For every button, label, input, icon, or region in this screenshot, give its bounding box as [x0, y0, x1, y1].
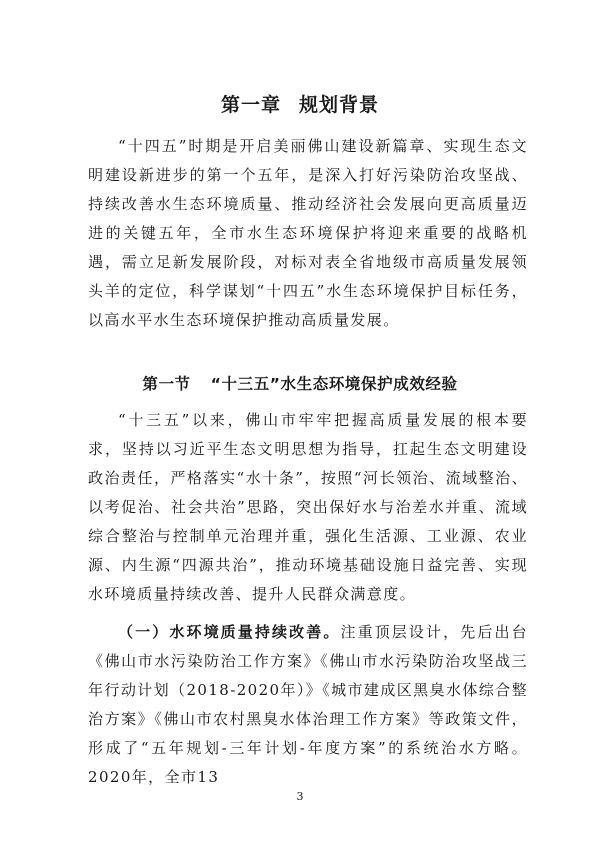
- section-paragraph: “十三五”以来，佛山市牢牢把握高质量发展的根本要求，坚持以习近平生态文明思想为指导，扛起生态文明建设政治责任，严格落实“水十条”，按照“河长领治、流域整治、以考促治、社会共治”思路，突出保好水与治差水并重、流域综合整治与控制单元治理并重，强化生活源、工业源、农业源、内生源“四源共治”，推动环境基础设施日益完善、实现水环境质量持续改善、提升人民群众满意度。: [88, 411, 528, 603]
- section-title: “十三五”水生态环境保护成效经验: [210, 375, 458, 393]
- page-number: 3: [296, 790, 304, 803]
- item-paragraph: [88, 618, 528, 792]
- chapter-heading: [0, 90, 600, 117]
- section-heading: [0, 372, 600, 394]
- chapter-number: 第一章: [220, 94, 281, 116]
- chapter-title: 规划背景: [299, 94, 380, 116]
- section-number: 第一节: [142, 375, 191, 393]
- item-body: 注重顶层设计，先后出台《佛山市水污染防治工作方案》《佛山市水污染防治攻坚战三年行动计划（2018-2020年）》《城市建成区黑臭水体综合整治方案》《佛山市农村黑臭水体治理工作方案》等政策文件，形成了“五年规划-三年计划-年度方案”的系统治水方略。2020年，全市13: [88, 623, 528, 786]
- item-title: （一）水环境质量持续改善。: [118, 623, 341, 641]
- intro-paragraph: “十四五”时期是开启美丽佛山建设新篇章、实现生态文明建设新进步的第一个五年，是深入打好污染防治攻坚战、持续改善水生态环境质量、推动经济社会发展向更高质量迈进的关键五年，全市水生态环境保护将迎来重要的战略机遇，需立足新发展阶段，对标对表全省地级市高质量发展领头羊的定位，科学谋划“十四五”水生态环境保护目标任务，以高水平水生态环境保护推动高质量发展。: [88, 137, 528, 329]
